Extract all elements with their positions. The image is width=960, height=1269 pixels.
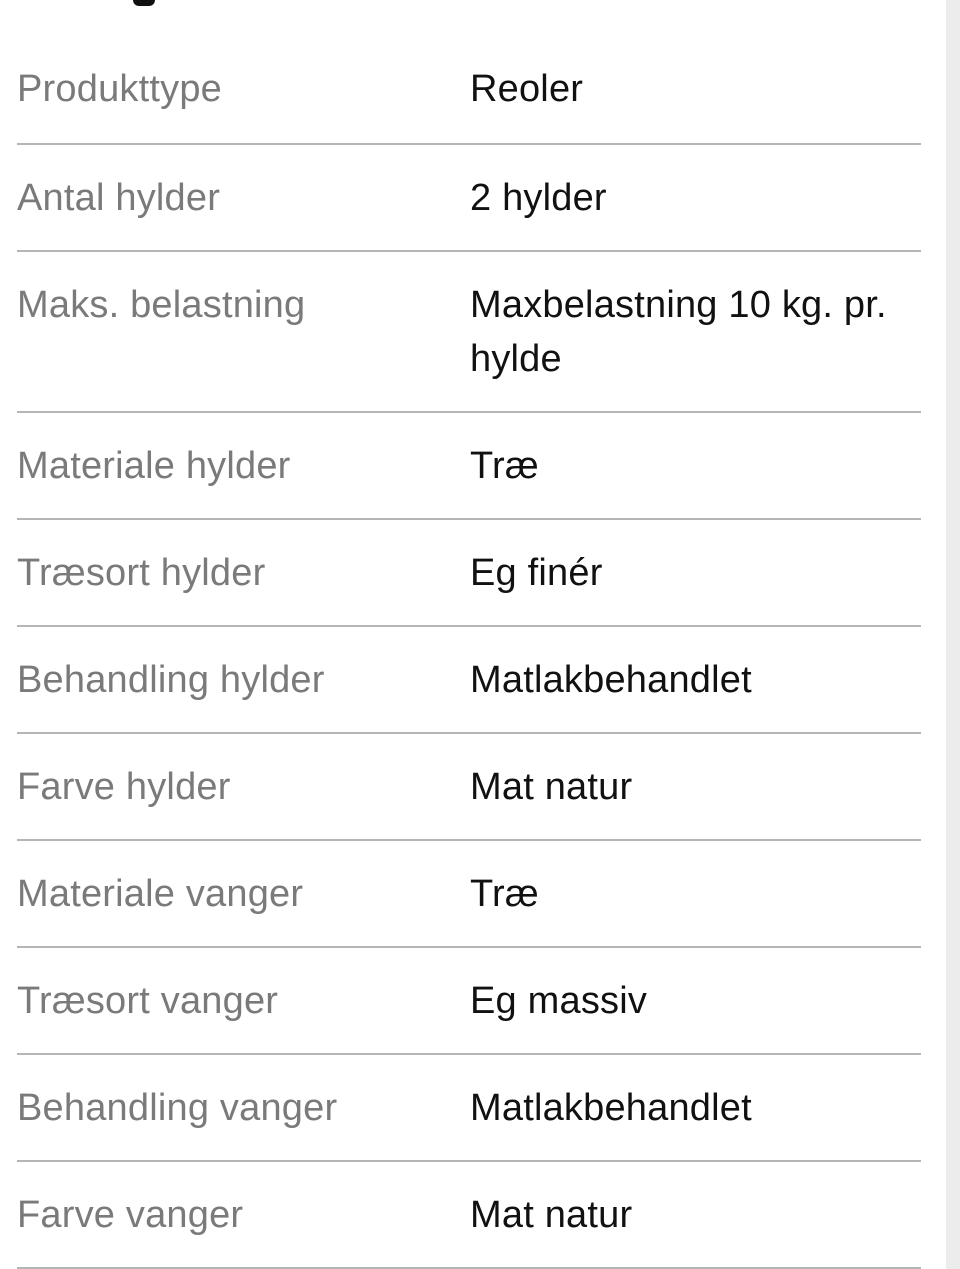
spec-value: Eg massiv xyxy=(470,980,648,1022)
spec-row-behandling-hylder xyxy=(17,627,921,734)
spec-row-produkttype xyxy=(17,36,921,145)
spec-value: Træ xyxy=(470,445,539,487)
spec-label: Behandling hylder xyxy=(17,659,325,701)
spec-label: Produkttype xyxy=(17,68,222,110)
spec-label: Materiale vanger xyxy=(17,873,304,915)
spec-row-traesort-vanger xyxy=(17,948,921,1055)
spec-label: Behandling vanger xyxy=(17,1087,338,1129)
spec-value: Maxbelastning 10 kg. pr. hylde xyxy=(470,284,887,380)
section-heading-fragment xyxy=(133,0,155,6)
spec-row-materiale-vanger xyxy=(17,841,921,948)
spec-value: Træ xyxy=(470,873,539,915)
spec-label: Farve vanger xyxy=(17,1194,244,1236)
spec-label: Materiale hylder xyxy=(17,445,291,487)
spec-row-materiale-hylder xyxy=(17,413,921,520)
spec-row-farve-vanger xyxy=(17,1162,921,1269)
page-scroll-gutter xyxy=(946,0,960,1269)
spec-label: Farve hylder xyxy=(17,766,231,808)
spec-row-maks-belastning xyxy=(17,252,921,413)
spec-value: Reoler xyxy=(470,68,584,110)
spec-value: Matlakbehandlet xyxy=(470,1087,752,1129)
spec-row-traesort-hylder xyxy=(17,520,921,627)
spec-label: Antal hylder xyxy=(17,177,221,219)
spec-label: Træsort vanger xyxy=(17,980,279,1022)
spec-value: Mat natur xyxy=(470,1194,633,1236)
spec-table xyxy=(17,36,921,1269)
spec-value: Matlakbehandlet xyxy=(470,659,752,701)
spec-label: Maks. belastning xyxy=(17,284,306,326)
spec-row-farve-hylder xyxy=(17,734,921,841)
spec-row-antal-hylder xyxy=(17,145,921,252)
spec-value: 2 hylder xyxy=(470,177,607,219)
spec-value: Mat natur xyxy=(470,766,633,808)
spec-value: Eg finér xyxy=(470,552,603,594)
spec-row-behandling-vanger xyxy=(17,1055,921,1162)
spec-label: Træsort hylder xyxy=(17,552,266,594)
